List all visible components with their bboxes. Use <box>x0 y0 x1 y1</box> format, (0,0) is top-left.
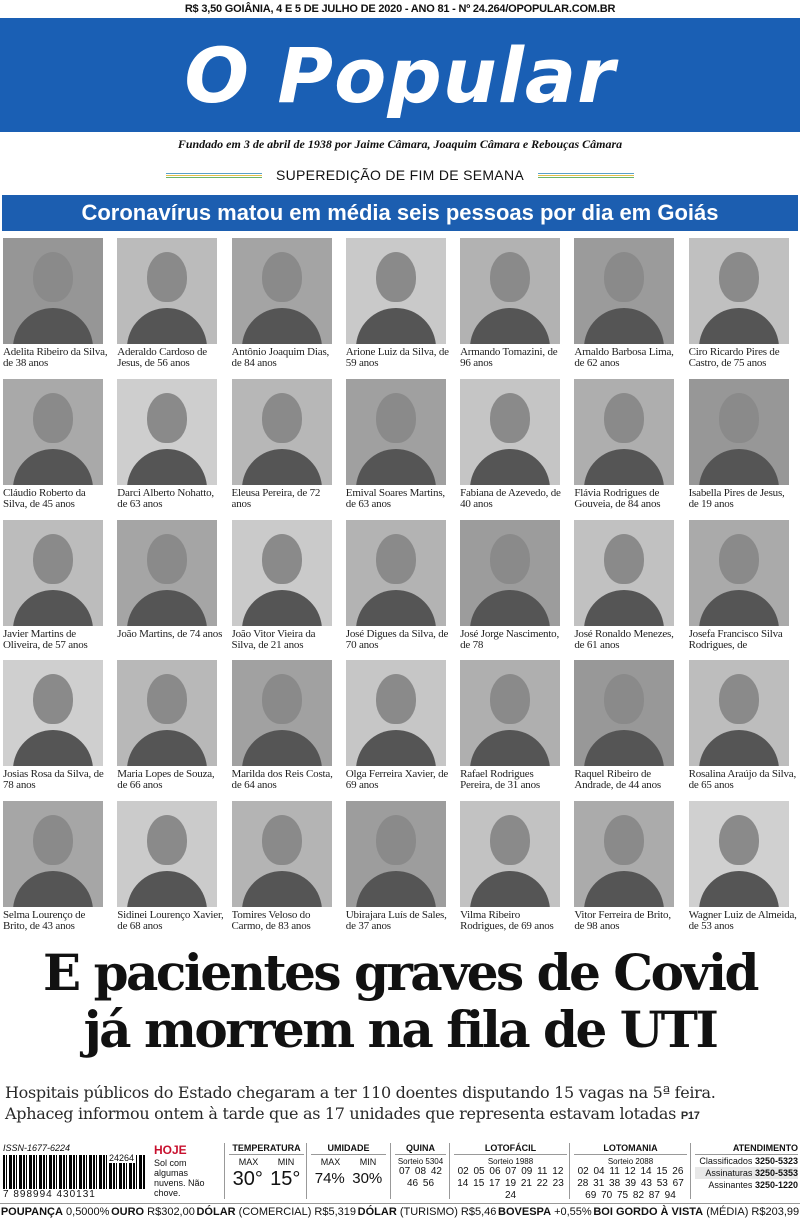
victim-photo <box>574 238 674 344</box>
victim-photo <box>3 660 103 766</box>
victim-caption: Arnaldo Barbosa Lima, de 62 anos <box>574 347 674 369</box>
victim-card <box>343 377 457 518</box>
victim-card <box>457 236 571 377</box>
headline-line-1: E pacientes graves de Covid <box>43 943 757 1002</box>
victim-card <box>686 377 800 518</box>
victim-caption: Cláudio Roberto da Silva, de 45 anos <box>3 487 86 510</box>
victim-photo <box>117 379 217 485</box>
temp-max-label: MAX <box>238 1157 259 1167</box>
victim-caption: Josefa Francisco Silva Rodrigues, de <box>688 628 783 651</box>
humidity-title: UMIDADE <box>311 1143 386 1155</box>
quina-title: QUINA <box>395 1143 446 1155</box>
victim-caption: Isabella Pires de Jesus, de 19 anos <box>688 487 785 510</box>
victim-caption: Flávia Rodrigues de Gouveia, de 84 anos <box>574 487 661 510</box>
temp-min-label: MIN <box>277 1157 295 1167</box>
victim-card <box>571 518 685 659</box>
humidity-max: 74% <box>314 1170 345 1187</box>
victim-photo <box>574 660 674 766</box>
victim-caption: José Jorge Nascimento, de 78 <box>460 628 560 651</box>
victim-card <box>457 658 571 799</box>
victim-card <box>229 518 343 659</box>
victim-caption: Arione Luiz da Silva, de 59 anos <box>345 347 449 369</box>
headline-line-2: já morrem na fila de UTI <box>83 1000 717 1059</box>
victim-card <box>114 377 228 518</box>
victim-caption: Vitor Ferreira de Brito, de 98 anos <box>574 910 671 933</box>
ticker-item: DÓLAR (TURISMO) R$5,46 <box>357 1205 497 1218</box>
victim-caption: Marilda dos Reis Costa, de 64 anos <box>231 769 333 792</box>
victim-caption: Maria Lopes de Souza, de 66 anos <box>117 769 215 792</box>
victim-caption: Ubirajara Luís de Sales, de 37 anos <box>345 910 447 933</box>
victim-caption: Eleusa Pereira, de 72 anos <box>231 487 321 510</box>
issn: ISSN-1677-6224 <box>3 1143 71 1153</box>
service-row: Assinaturas 3250-5353 <box>695 1167 798 1179</box>
victim-caption: Javier Martins de Oliveira, de 57 anos <box>3 628 88 651</box>
weather-title: HOJE <box>154 1143 187 1157</box>
victim-photo <box>574 379 674 485</box>
victim-caption: Rosalina Araújo da Silva, de 65 anos <box>688 769 797 792</box>
victim-caption: Aderaldo Cardoso de Jesus, de 56 anos <box>117 347 207 369</box>
quina-numbers: 07 08 42 46 56 <box>399 1166 442 1189</box>
victim-caption: Rafael Rodrigues Pereira, de 31 anos <box>460 769 540 792</box>
temp-max: 30° <box>232 1168 263 1190</box>
victim-photo <box>232 520 332 626</box>
victim-card <box>343 799 457 940</box>
main-headline <box>0 944 800 1058</box>
victim-caption: Antônio Joaquim Dias, de 84 anos <box>231 347 330 369</box>
victim-card <box>114 658 228 799</box>
lotomania-title: LOTOMANIA <box>574 1143 687 1155</box>
victim-photo <box>232 660 332 766</box>
victim-caption: Josias Rosa da Silva, de 78 anos <box>3 769 104 792</box>
victim-card <box>0 377 114 518</box>
subhead-line-2: Aphaceg informou ontem à tarde que as 17 unidades que representa estavam lotadas <box>5 1104 677 1123</box>
victim-card <box>686 518 800 659</box>
service-title: ATENDIMENTO <box>695 1143 798 1155</box>
victim-caption: Fabiana de Azevedo, de 40 anos <box>460 487 561 510</box>
ticker-item: BOVESPA +0,55% <box>498 1205 592 1218</box>
lotofacil-draw: Sorteio 1988 <box>487 1157 534 1166</box>
victim-card <box>0 799 114 940</box>
victim-photo <box>346 238 446 344</box>
victim-photo <box>574 520 674 626</box>
victim-card <box>343 518 457 659</box>
service-phones <box>690 1143 798 1199</box>
victim-photo <box>689 660 789 766</box>
victims-grid <box>0 236 800 940</box>
subheadline <box>5 1082 795 1127</box>
victim-photo <box>346 801 446 907</box>
victim-caption: Darci Alberto Nohatto, de 63 anos <box>117 487 214 510</box>
temperature-title: TEMPERATURA <box>229 1143 304 1155</box>
victim-card <box>686 658 800 799</box>
quina-box <box>390 1143 446 1199</box>
victim-caption: João Vitor Vieira da Silva, de 21 anos <box>231 628 316 651</box>
quina-draw: Sorteio 5304 <box>397 1157 444 1166</box>
humidity-box <box>306 1143 386 1199</box>
ticker-item: OURO R$302,00 <box>111 1205 195 1218</box>
decorative-rule <box>538 173 634 178</box>
victim-caption: João Martins, de 74 anos <box>117 628 223 640</box>
victim-photo <box>689 379 789 485</box>
victim-photo <box>117 801 217 907</box>
victim-photo <box>460 801 560 907</box>
edition-strip <box>0 162 800 188</box>
humidity-max-label: MAX <box>320 1157 341 1167</box>
victim-card <box>571 377 685 518</box>
edition-label: SUPEREDIÇÃO DE FIM DE SEMANA <box>276 167 524 183</box>
subhead-line-1: Hospitais públicos do Estado chegaram a ter 110 doentes disputando 15 vagas na 5ª feira. <box>5 1083 716 1102</box>
victim-photo <box>689 801 789 907</box>
barcode-number: 7 898994 430131 <box>3 1189 96 1200</box>
victim-card <box>457 377 571 518</box>
victim-card <box>571 799 685 940</box>
victim-card <box>457 799 571 940</box>
victim-caption: Adelita Ribeiro da Silva, de 38 anos <box>3 347 108 369</box>
victim-card <box>229 799 343 940</box>
victim-photo <box>460 520 560 626</box>
victim-photo <box>574 801 674 907</box>
barcode-issue: 24264 <box>109 1153 135 1163</box>
victim-caption: Vilma Ribeiro Rodrigues, de 69 anos <box>460 910 554 933</box>
ticker-item: BOI GORDO À VISTA (MÉDIA) R$203,99 <box>593 1205 800 1218</box>
market-ticker <box>0 1203 800 1219</box>
victim-photo <box>232 379 332 485</box>
temp-min: 15° <box>270 1168 301 1190</box>
lotofacil-box <box>449 1143 567 1199</box>
victim-photo <box>3 238 103 344</box>
victim-card <box>571 658 685 799</box>
victim-caption: José Digues da Silva, de 70 anos <box>345 628 449 651</box>
victim-caption: Armando Tomazini, de 96 anos <box>460 347 558 369</box>
victim-caption: Raquel Ribeiro de Andrade, de 44 anos <box>574 769 661 792</box>
victim-photo <box>689 520 789 626</box>
victim-caption: Olga Ferreira Xavier, de 69 anos <box>345 769 449 792</box>
victim-photo <box>3 801 103 907</box>
lotomania-numbers: 02 04 11 12 14 15 26 28 31 38 39 43 53 67 69 70 75 82 87 94 <box>577 1166 684 1201</box>
lotofacil-numbers: 02 05 06 07 09 11 12 14 15 17 19 21 22 23 24 <box>457 1166 564 1201</box>
victim-photo <box>346 660 446 766</box>
victim-caption: Sidinei Lourenço Xavier, de 68 anos <box>117 910 224 933</box>
temperature-box <box>224 1143 304 1199</box>
victim-card <box>571 236 685 377</box>
victim-card <box>686 236 800 377</box>
victim-caption: Wagner Luiz de Almeida, de 53 anos <box>688 910 797 933</box>
footer-info <box>0 1140 800 1201</box>
victim-photo <box>232 801 332 907</box>
victim-photo <box>460 238 560 344</box>
victim-photo <box>117 660 217 766</box>
victim-photo <box>689 238 789 344</box>
victim-caption: Selma Lourenço de Brito, de 43 anos <box>3 910 86 933</box>
humidity-min-label: MIN <box>359 1157 377 1167</box>
topic-banner: Coronavírus matou em média seis pessoas por dia em Goiás <box>2 195 798 231</box>
victim-card <box>114 236 228 377</box>
victim-photo <box>460 379 560 485</box>
victim-card <box>229 377 343 518</box>
service-row: Assinantes 3250-1220 <box>708 1180 798 1190</box>
victim-caption: Tomires Veloso do Carmo, de 83 anos <box>231 910 311 933</box>
lotomania-draw: Sorteio 2088 <box>607 1157 654 1166</box>
lotofacil-title: LOTOFÁCIL <box>454 1143 567 1155</box>
service-row: Classificados 3250-5323 <box>699 1156 798 1166</box>
victim-card <box>229 236 343 377</box>
newspaper-logo: O Popular <box>184 30 616 120</box>
victim-card <box>114 518 228 659</box>
humidity-min: 30% <box>352 1170 383 1187</box>
victim-photo <box>3 520 103 626</box>
victim-card <box>686 799 800 940</box>
victim-card <box>114 799 228 940</box>
victim-card <box>0 658 114 799</box>
victim-caption: Emival Soares Martins, de 63 anos <box>345 487 445 510</box>
victim-photo <box>117 238 217 344</box>
victim-card <box>0 518 114 659</box>
topline: R$ 3,50 GOIÂNIA, 4 E 5 DE JULHO DE 2020 - ANO 81 - Nº 24.264/OPOPULAR.COM.BR <box>184 3 616 15</box>
victim-photo <box>346 520 446 626</box>
victim-caption: José Ronaldo Menezes, de 61 anos <box>574 628 674 651</box>
founded-line: Fundado em 3 de abril de 1938 por Jaime Câmara, Joaquim Câmara e Rebouças Câmara <box>177 137 623 151</box>
decorative-rule <box>166 173 262 178</box>
victim-card <box>0 236 114 377</box>
lotomania-box <box>569 1143 687 1199</box>
victim-card <box>229 658 343 799</box>
ticker-item: DÓLAR (COMERCIAL) R$5,319 <box>196 1205 357 1218</box>
victim-photo <box>460 660 560 766</box>
victim-photo <box>346 379 446 485</box>
weather-today <box>150 1143 222 1199</box>
victim-photo <box>232 238 332 344</box>
victim-caption: Ciro Ricardo Pires de Castro, de 75 anos <box>688 347 780 369</box>
victim-card <box>343 658 457 799</box>
victim-photo <box>3 379 103 485</box>
ticker-item: POUPANÇA 0,5000% <box>0 1205 110 1218</box>
page-reference: P17 <box>680 1110 700 1122</box>
masthead <box>0 18 800 132</box>
weather-text: Sol com algumas nuvens. Não chove. <box>154 1158 205 1198</box>
victim-photo <box>117 520 217 626</box>
victim-card <box>343 236 457 377</box>
victim-card <box>457 518 571 659</box>
